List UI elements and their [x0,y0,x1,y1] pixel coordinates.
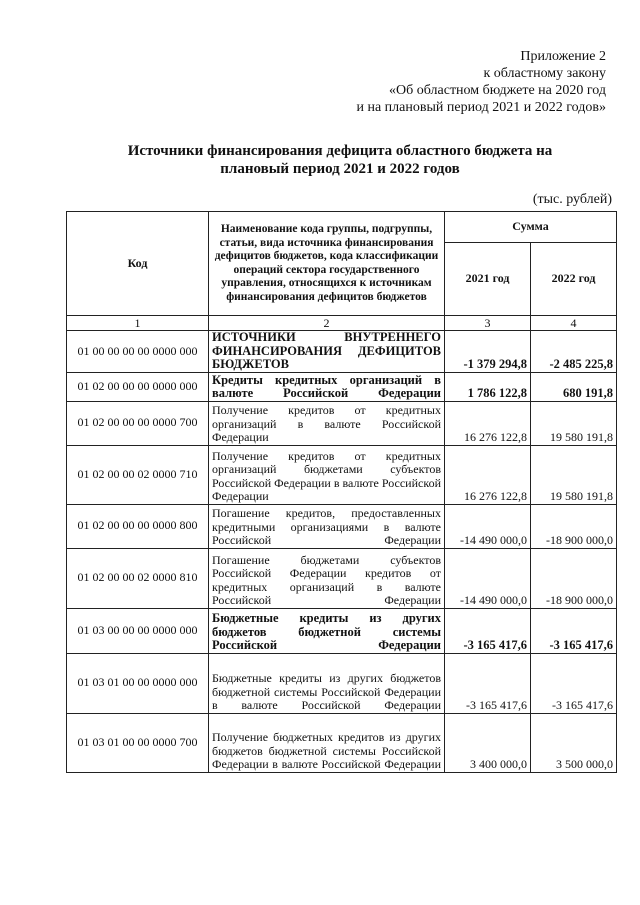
header-year-2021: 2021 год [445,243,531,316]
row-name: Бюджетные кредиты из других бюджетов бюджетной системы Российской Федерации в валюте Российской Федерации [209,653,445,713]
row-code: 01 02 00 00 00 0000 000 [67,372,209,401]
appendix-line: Приложение 2 [520,49,606,64]
row-amount-2022: -3 165 417,6 [531,653,617,713]
row-amount-2022: -2 485 225,8 [531,331,617,373]
title-line: Источники финансирования дефицита областного бюджета на [127,143,553,159]
row-amount-2022: -18 900 000,0 [531,548,617,608]
units-note: (тыс. рублей) [532,192,612,207]
row-amount-2022: 19 580 191,8 [531,401,617,445]
appendix-line: к областному закону [483,66,606,81]
row-amount-2021: -14 490 000,0 [445,548,531,608]
row-amount-2022: -3 165 417,6 [531,608,617,653]
row-amount-2021: 1 786 122,8 [445,372,531,401]
column-number: 1 [67,316,209,331]
row-name: Получение бюджетных кредитов из других бюджетов бюджетной системы Российской Федерации в валюте Российской Федерации [209,713,445,772]
row-code: 01 02 00 00 00 0000 700 [67,401,209,445]
column-number: 4 [531,316,617,331]
row-amount-2021: -1 379 294,8 [445,331,531,373]
header-name: Наименование кода группы, подгруппы, статьи, вида источника финансирования дефицитов бюджетов, кода классификации операций сектора государственного управления, относящихся к источникам финансирования дефицитов бюджетов [209,212,445,316]
row-name: ИСТОЧНИКИ ВНУТРЕННЕГО ФИНАНСИРОВАНИЯ ДЕФИЦИТОВ БЮДЖЕТОВ [209,331,445,373]
table-row [67,608,617,653]
row-amount-2021: -3 165 417,6 [445,608,531,653]
title-line: плановый период 2021 и 2022 годов [220,161,460,177]
row-amount-2021: -3 165 417,6 [445,653,531,713]
column-number-row [67,316,617,331]
table-row [67,372,617,401]
row-name: Погашение бюджетами субъектов Российской Федерации кредитов от кредитных организаций в валюте Российской Федерации [209,548,445,608]
row-amount-2022: 3 500 000,0 [531,713,617,772]
table-row [67,548,617,608]
row-name: Погашение кредитов, предоставленных кредитными организациями в валюте Российской Федерации [209,504,445,548]
column-number: 2 [209,316,445,331]
row-amount-2021: -14 490 000,0 [445,504,531,548]
header-code: Код [67,212,209,316]
appendix-header [276,48,606,116]
row-code: 01 03 01 00 00 0000 000 [67,653,209,713]
table-row [67,445,617,504]
row-name: Получение кредитов от кредитных организаций бюджетами субъектов Российской Федерации в валюте Российской Федерации [209,445,445,504]
table-row [67,653,617,713]
appendix-line: и на плановый период 2021 и 2022 годов» [356,100,606,115]
row-code: 01 03 01 00 00 0000 700 [67,713,209,772]
row-name: Получение кредитов от кредитных организаций в валюте Российской Федерации [209,401,445,445]
table-row [67,713,617,772]
row-code: 01 02 00 00 00 0000 800 [67,504,209,548]
column-number: 3 [445,316,531,331]
row-amount-2022: 19 580 191,8 [531,445,617,504]
row-code: 01 02 00 00 02 0000 810 [67,548,209,608]
row-code: 01 02 00 00 02 0000 710 [67,445,209,504]
row-code: 01 03 00 00 00 0000 000 [67,608,209,653]
table-row [67,331,617,373]
row-amount-2021: 3 400 000,0 [445,713,531,772]
row-name: Кредиты кредитных организаций в валюте Российской Федерации [209,372,445,401]
row-name: Бюджетные кредиты из других бюджетов бюджетной системы Российской Федерации [209,608,445,653]
table-row [67,401,617,445]
header-sum: Сумма [445,212,617,243]
document-title [60,142,620,178]
appendix-line: «Об областном бюджете на 2020 год [389,83,606,98]
row-amount-2021: 16 276 122,8 [445,445,531,504]
row-amount-2021: 16 276 122,8 [445,401,531,445]
row-amount-2022: 680 191,8 [531,372,617,401]
financing-sources-table [66,211,617,773]
table-row [67,504,617,548]
row-amount-2022: -18 900 000,0 [531,504,617,548]
header-year-2022: 2022 год [531,243,617,316]
row-code: 01 00 00 00 00 0000 000 [67,331,209,373]
